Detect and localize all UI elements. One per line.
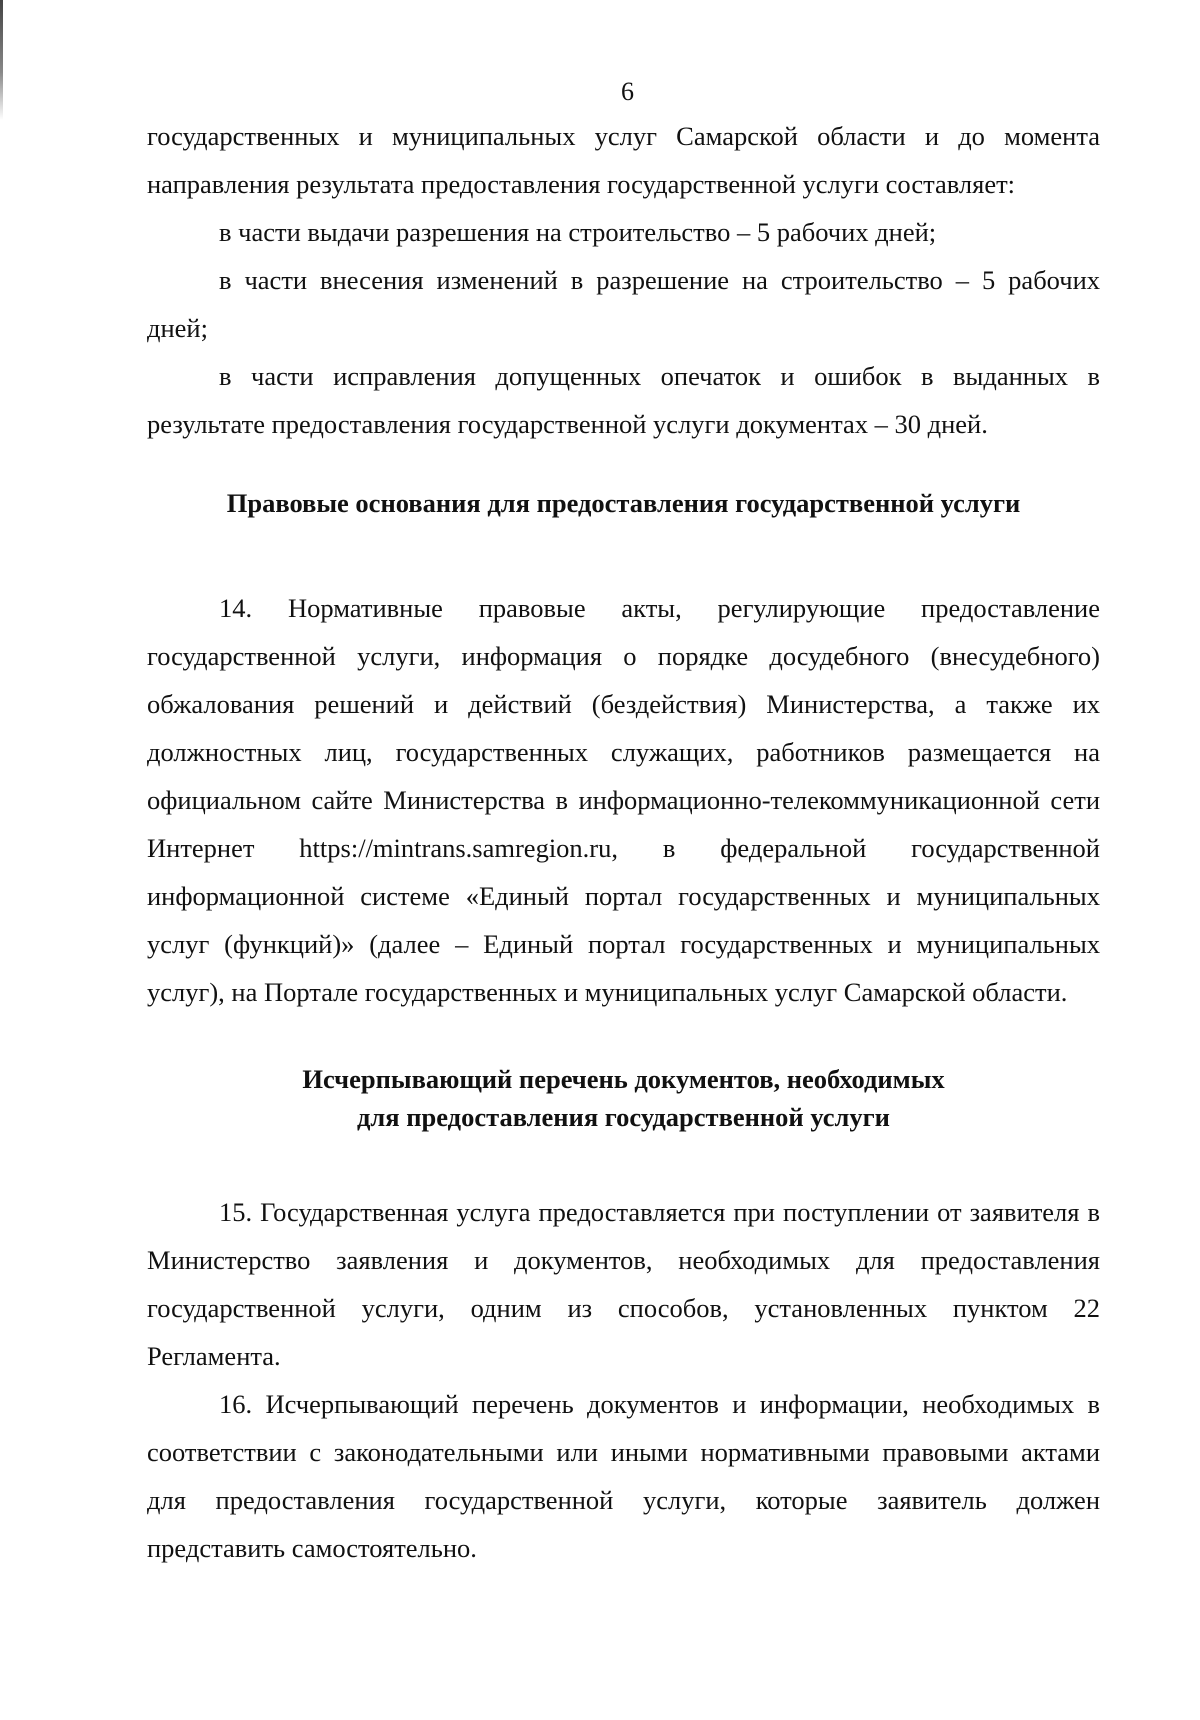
section-heading-documents <box>147 1060 1100 1136</box>
paragraph-15: 15. Государственная услуга предоставляется при поступлении от заявителя в Министерство заявления и документов, необходимых для предоставления государственной услуги, одним из способов, установленных пунктом 22 Регламента. <box>147 1197 1100 1371</box>
continuation-paragraph: государственных и муниципальных услуг Самарской области и до момента направления результата предоставления государственной услуги составляет: <box>147 121 1100 199</box>
section-heading-documents-line-1: Исчерпывающий перечень документов, необходимых <box>302 1064 945 1094</box>
section-heading-documents-line-2: для предоставления государственной услуги <box>357 1102 890 1132</box>
page-number: 6 <box>621 77 634 106</box>
term-item-amend: в части внесения изменений в разрешение на строительство – 5 рабочих дней; <box>147 265 1100 343</box>
section-heading-legal-basis-text: Правовые основания для предоставления государственной услуги <box>226 488 1021 518</box>
term-item-correct: в части исправления допущенных опечаток и ошибок в выданных в результате предоставления государственной услуги документах – 30 дней. <box>147 361 1100 439</box>
paragraph-14: 14. Нормативные правовые акты, регулирующие предоставление государственной услуги, информация о порядке досудебного (внесудебного) обжалования решений и действий (бездействия) Министерства, а также их должностных лиц, государственных служащих, работников размещается на официальном сайте Министерства в информационно-телекоммуникационной сети Интернет https://mintrans.samregion.ru, в федеральной государственной информационной системе «Единый портал государственных и муниципальных услуг (функций)» (далее – Единый портал государственных и муниципальных услуг), на Портале государственных и муниципальных услуг Самарской области. <box>147 593 1100 1007</box>
paragraph-16: 16. Исчерпывающий перечень документов и информации, необходимых в соответствии с законодательными или иными нормативными правовыми актами для предоставления государственной услуги, которые заявитель должен представить самостоятельно. <box>147 1389 1100 1563</box>
section-heading-legal-basis <box>147 484 1100 522</box>
term-item-issue: в части выдачи разрешения на строительство – 5 рабочих дней; <box>219 217 937 247</box>
document-body <box>147 112 1100 1572</box>
